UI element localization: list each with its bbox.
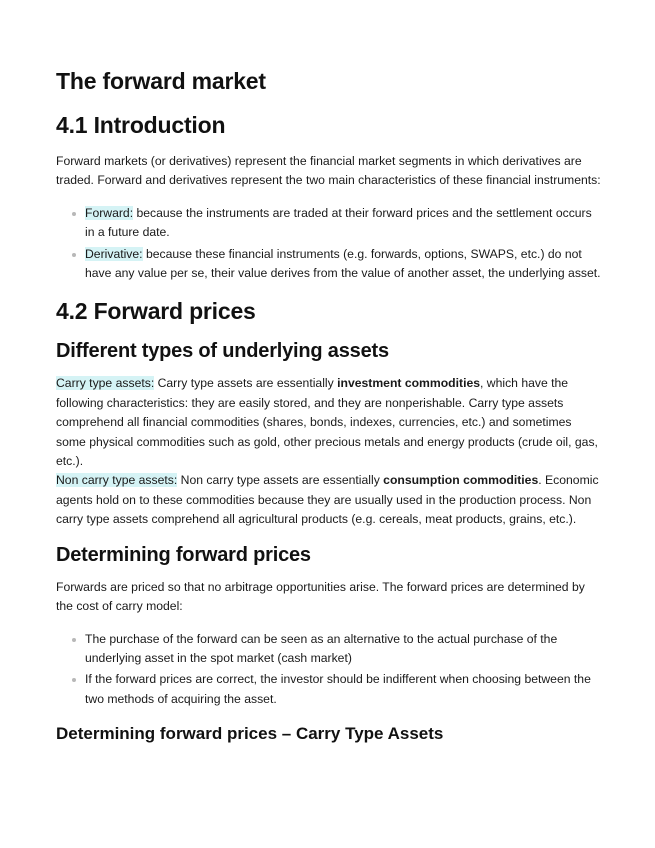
list-item: If the forward prices are correct, the investor should be indifferent when choosing between the two methods of acquiring the asset. bbox=[85, 670, 603, 709]
document-title: The forward market bbox=[56, 68, 266, 94]
noncarry-paragraph bbox=[56, 471, 603, 529]
intro-paragraph: Forward markets (or derivatives) represent the financial market segments in which derivatives are traded. Forward and derivatives represent the two main characteristics of these financial instruments: bbox=[56, 154, 601, 188]
subheading-carry-type-assets: Determining forward prices – Carry Type Assets bbox=[56, 724, 444, 744]
section-heading-introduction: 4.1 Introduction bbox=[56, 112, 226, 138]
list-item bbox=[85, 204, 603, 243]
subheading-underlying-assets: Different types of underlying assets bbox=[56, 340, 389, 363]
determining-bullet-list bbox=[56, 630, 603, 710]
bullet-text: because the instruments are traded at their forward prices and the settlement occurs in a future date. bbox=[85, 205, 592, 240]
section-heading-forward-prices: 4.2 Forward prices bbox=[56, 298, 256, 325]
carry-paragraph bbox=[56, 374, 603, 471]
highlighted-term: Forward: bbox=[85, 205, 134, 220]
carry-text-after: , which have the following characteristics: they are easily stored, and they are nonperishable. Carry type assets comprehend all financial commodities (shares, bonds, indexes, currencies, etc.) and sometimes some physical commodities such as gold, other precious metals and energy products (crude oil, gas, etc.). bbox=[56, 376, 598, 469]
highlighted-term: Non carry type assets: bbox=[56, 473, 178, 488]
list-item bbox=[85, 245, 603, 284]
carry-bold: investment commodities bbox=[337, 376, 481, 391]
subheading-determining-prices: Determining forward prices bbox=[56, 543, 311, 566]
highlighted-term: Derivative: bbox=[85, 246, 143, 261]
highlighted-term: Carry type assets: bbox=[56, 376, 155, 391]
intro-bullet-list bbox=[56, 204, 603, 284]
bullet-text: because these financial instruments (e.g. forwards, options, SWAPS, etc.) do not have any value per se, their value derives from the value of another asset, the underlying asset. bbox=[85, 246, 601, 281]
carry-text-before: Carry type assets are essentially bbox=[154, 376, 338, 391]
list-item: The purchase of the forward can be seen as an alternative to the actual purchase of the underlying asset in the spot market (cash market) bbox=[85, 630, 603, 669]
determining-paragraph: Forwards are priced so that no arbitrage opportunities arise. The forward prices are determined by the cost of carry model: bbox=[56, 579, 585, 614]
noncarry-bold: consumption commodities bbox=[383, 473, 539, 488]
noncarry-text-before: Non carry type assets are essentially bbox=[177, 473, 384, 488]
noncarry-text-after: . Economic agents hold on to these commodities because they are usually used in the production process. Non carry type assets comprehend all agricultural products (e.g. cereals, meat products, grains, etc.). bbox=[56, 473, 599, 527]
